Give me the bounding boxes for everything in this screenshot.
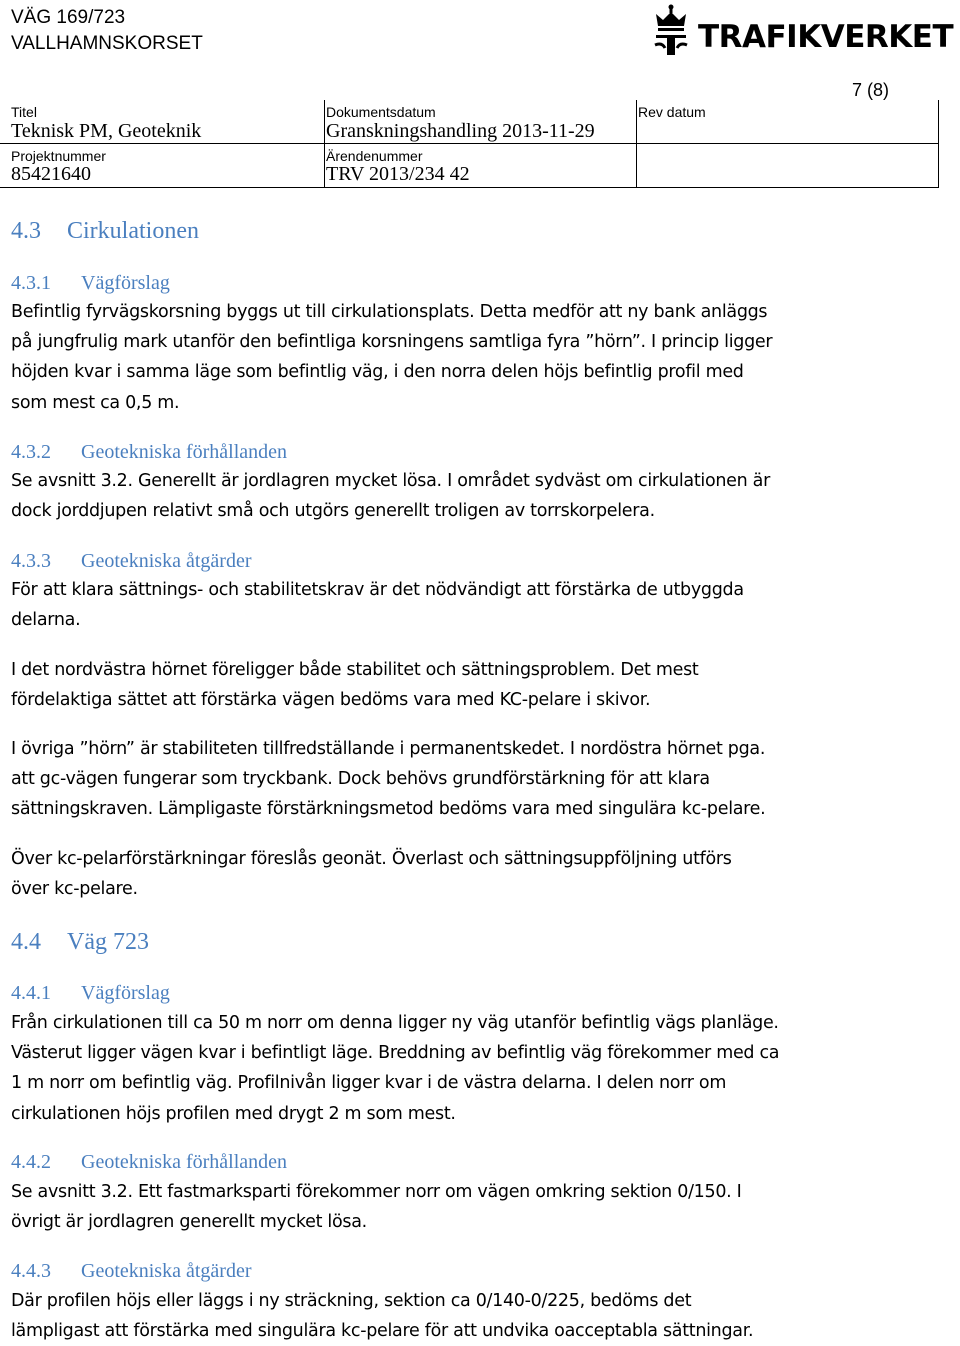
heading-4-3-3: 4.3.3 Geotekniska åtgärder (11, 550, 252, 572)
paragraph-4-3-3-b: I det nordvästra hörnet föreligger både stabilitet och sättningsproblem. Det mest fördelaktiga sättet att förstärka vägen bedöms vara med KC-pelare i skivor. (11, 660, 699, 711)
project-subtitle: VALLHAMNSKORSET (11, 33, 203, 54)
docdate-value: Granskningshandling 2013-11-29 (326, 120, 595, 142)
paragraph-4-3-3-a: För att klara sättnings- och stabilitetskrav är det nödvändigt att förstärka de utbyggda delarna. (11, 580, 744, 631)
projnr-label: Projektnummer (11, 148, 106, 164)
arende-label: Ärendenummer (326, 148, 423, 164)
heading-4-4-1: 4.4.1 Vägförslag (11, 982, 170, 1004)
heading-4-3: 4.3 Cirkulationen (11, 218, 199, 244)
title-label: Titel (11, 104, 37, 120)
project-name: VÄG 169/723 (11, 7, 126, 28)
projnr-value: 85421640 (11, 163, 91, 185)
paragraph-4-3-3-d: Över kc-pelarförstärkningar föreslås geonät. Överlast och sättningsuppföljning utförs över kc-pelare. (11, 849, 732, 900)
docdate-label: Dokumentsdatum (326, 104, 436, 120)
paragraph-4-4-2: Se avsnitt 3.2. Ett fastmarksparti förekommer norr om vägen omkring sektion 0/150. I övrigt är jordlagren generellt mycket lösa. (11, 1182, 742, 1233)
trafikverket-logo (652, 2, 958, 62)
paragraph-4-3-2: Se avsnitt 3.2. Generellt är jordlagren mycket lösa. I området sydväst om cirkulationen är dock jorddjupen relativt små och utgörs generellt troligen av torrskorpelera. (11, 471, 771, 522)
arende-value: TRV 2013/234 42 (326, 163, 470, 185)
heading-4-4-3: 4.4.3 Geotekniska åtgärder (11, 1260, 252, 1282)
heading-4-3-1: 4.3.1 Vägförslag (11, 272, 170, 294)
paragraph-4-3-1: Befintlig fyrvägskorsning byggs ut till cirkulationsplats. Detta medför att ny bank anläggs på jungfrulig mark utanför den befintliga korsningens samtliga fyra ”hörn”. I princip ligger höjden kvar i samma läge som befintlig väg, i den norra delen höjs befintlig profil med som mest ca 0,5 m. (11, 302, 773, 413)
logo-text: TRAFIKVERKET (698, 19, 954, 55)
heading-4-4: 4.4 Väg 723 (11, 929, 149, 955)
paragraph-4-4-3: Där profilen höjs eller läggs i ny sträckning, sektion ca 0/140-0/225, bedöms det lämpligast att förstärka med singulära kc-pelare för att undvika oacceptabla sättningar. (11, 1291, 754, 1342)
revdate-label: Rev datum (638, 104, 706, 120)
paragraph-4-3-3-c: I övriga ”hörn” är stabiliteten tillfredställande i permanentskedet. I nordöstra hörnet pga. att gc-vägen fungerar som tryckbank. Dock behövs grundförstärkning för att klara sättningskraven. Lämpligaste förstärkningsmetod bedöms vara med singulära kc-pelare. (11, 739, 766, 820)
paragraph-4-4-1: Från cirkulationen till ca 50 m norr om denna ligger ny väg utanför befintlig vägs planläge. Västerut ligger vägen kvar i befintligt läge. Breddning av befintlig väg förekommer med ca 1 m norr om befintlig väg. Profilnivån ligger kvar i de västra delarna. I delen norr om cirkulationen höjs profilen med drygt 2 m som mest. (11, 1013, 780, 1124)
page-number: 7 (8) (852, 80, 890, 100)
document-header-table (0, 100, 939, 188)
title-value: Teknisk PM, Geoteknik (11, 120, 202, 142)
heading-4-4-2: 4.4.2 Geotekniska förhållanden (11, 1151, 288, 1173)
heading-4-3-2: 4.3.2 Geotekniska förhållanden (11, 441, 288, 463)
